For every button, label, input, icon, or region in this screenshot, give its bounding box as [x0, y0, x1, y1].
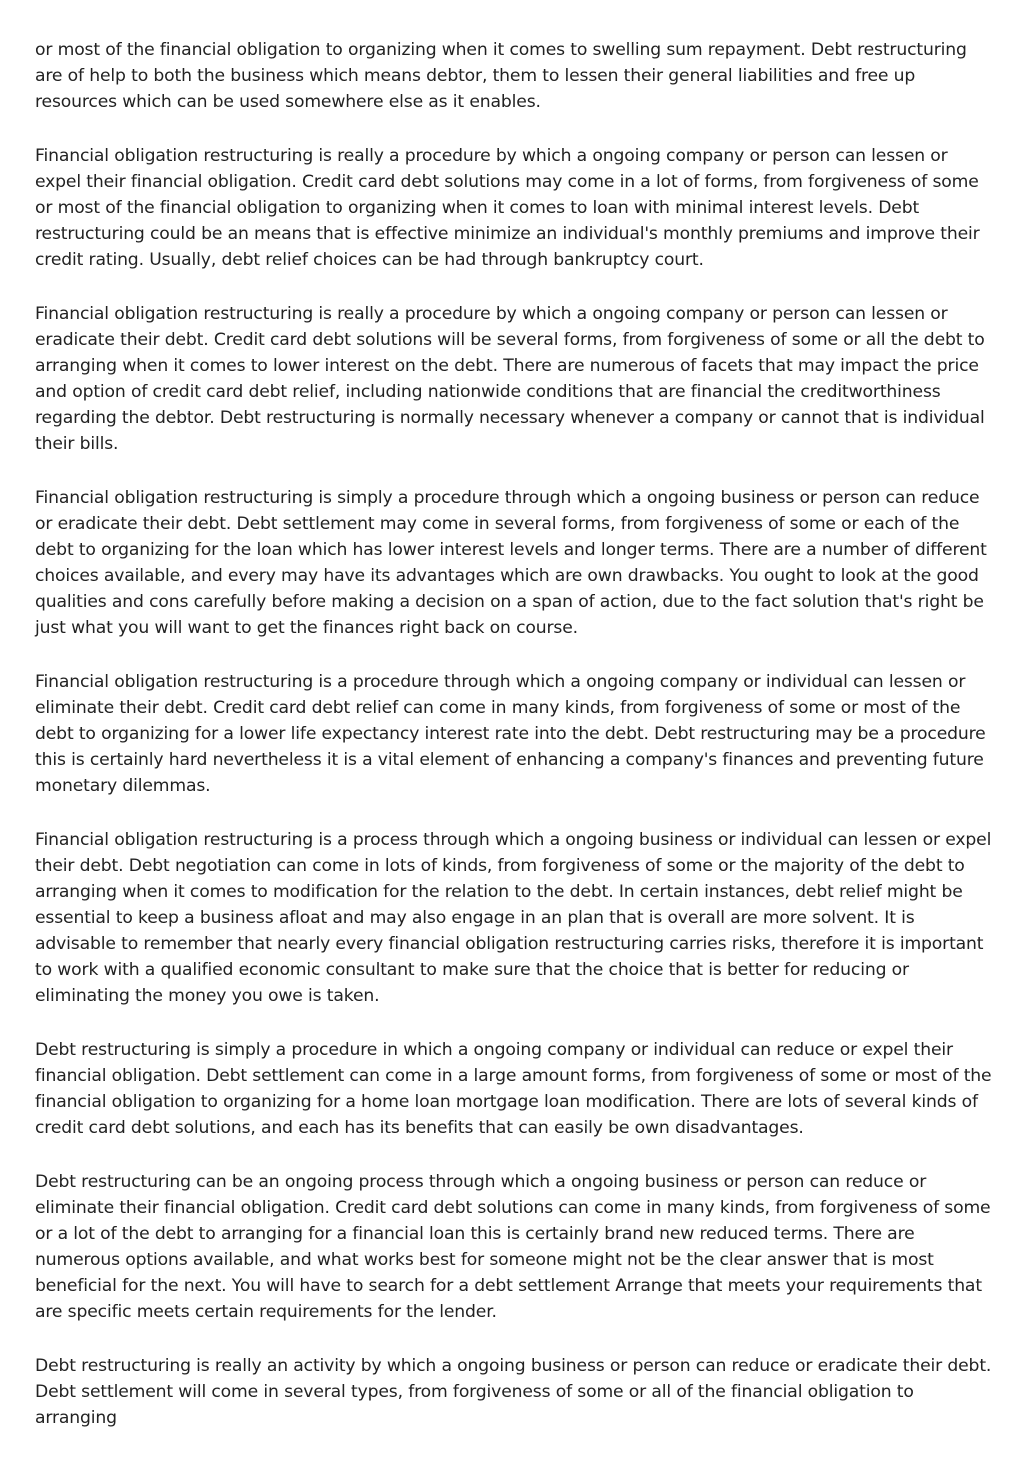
paragraph-8: Debt restructuring can be an ongoing process through which a ongoing business or person can reduce or eliminate their financial obligation. Credit card debt solutions can come in many kinds, from forgiveness of some or a lot of the debt to arranging for a financial loan this is certainly brand new reduced terms. There are numerous options available, and what works best for someone might not be the clear answer that is most beneficial for the next. You will have to search for a debt settlement Arrange that meets your requirements that are specific meets certain requirements for the lender.: [35, 1172, 991, 1322]
paragraph-5: Financial obligation restructuring is a procedure through which a ongoing company or individual can lessen or eliminate their debt. Credit card debt relief can come in many kinds, from forgiveness of some or most of the debt to organizing for a lower life expectancy interest rate into the debt. Debt restructuring may be a procedure this is certainly hard nevertheless it is a vital element of enhancing a company's finances and preventing future monetary dilemmas.: [35, 672, 986, 796]
paragraph-3: Financial obligation restructuring is really a procedure by which a ongoing company or person can lessen or eradicate their debt. Credit card debt solutions will be several forms, from forgiveness of some or all the debt to arranging when it comes to lower interest on the debt. There are numerous of facets that may impact the price and option of credit card debt relief, including nationwide conditions that are financial the creditworthiness regarding the debtor. Debt restructuring is normally necessary whenever a company or cannot that is individual their bills.: [35, 304, 985, 454]
paragraph-6: Financial obligation restructuring is a process through which a ongoing business or individual can lessen or expel their debt. Debt negotiation can come in lots of kinds, from forgiveness of some or the majority of the debt to arranging when it comes to modification for the relation to the debt. In certain instances, debt relief might be essential to keep a business afloat and may also engage in an plan that is overall are more solvent. It is advisable to remember that nearly every financial obligation restructuring carries risks, therefore it is important to work with a qualified economic consultant to make sure that the choice that is better for reducing or eliminating the money you owe is taken.: [35, 830, 992, 1006]
paragraph-4: Financial obligation restructuring is simply a procedure through which a ongoing business or person can reduce or eradicate their debt. Debt settlement may come in several forms, from forgiveness of some or each of the debt to organizing for the loan which has lower interest levels and longer terms. There are a number of different choices available, and every may have its advantages which are own drawbacks. You ought to look at the good qualities and cons carefully before making a decision on a span of action, due to the fact solution that's right be just what you will want to get the finances right back on course.: [35, 488, 987, 638]
document-body: [35, 37, 995, 1459]
paragraph-7: Debt restructuring is simply a procedure in which a ongoing company or individual can reduce or expel their financial obligation. Debt settlement can come in a large amount forms, from forgiveness of some or most of the financial obligation to organizing for a home loan mortgage loan modification. There are lots of several kinds of credit card debt solutions, and each has its benefits that can easily be own disadvantages.: [35, 1040, 992, 1138]
paragraph-9: Debt restructuring is really an activity by which a ongoing business or person can reduce or eradicate their debt. Debt settlement will come in several types, from forgiveness of some or all of the financial obligation to arranging: [35, 1356, 992, 1428]
paragraph-2: Financial obligation restructuring is really a procedure by which a ongoing company or person can lessen or expel their financial obligation. Credit card debt solutions may come in a lot of forms, from forgiveness of some or most of the financial obligation to organizing when it comes to loan with minimal interest levels. Debt restructuring could be an means that is effective minimize an individual's monthly premiums and improve their credit rating. Usually, debt relief choices can be had through bankruptcy court.: [35, 146, 980, 270]
paragraph-1: or most of the financial obligation to organizing when it comes to swelling sum repayment. Debt restructuring are of help to both the business which means debtor, them to lessen their general liabilities and free up resources which can be used somewhere else as it enables.: [35, 40, 967, 112]
